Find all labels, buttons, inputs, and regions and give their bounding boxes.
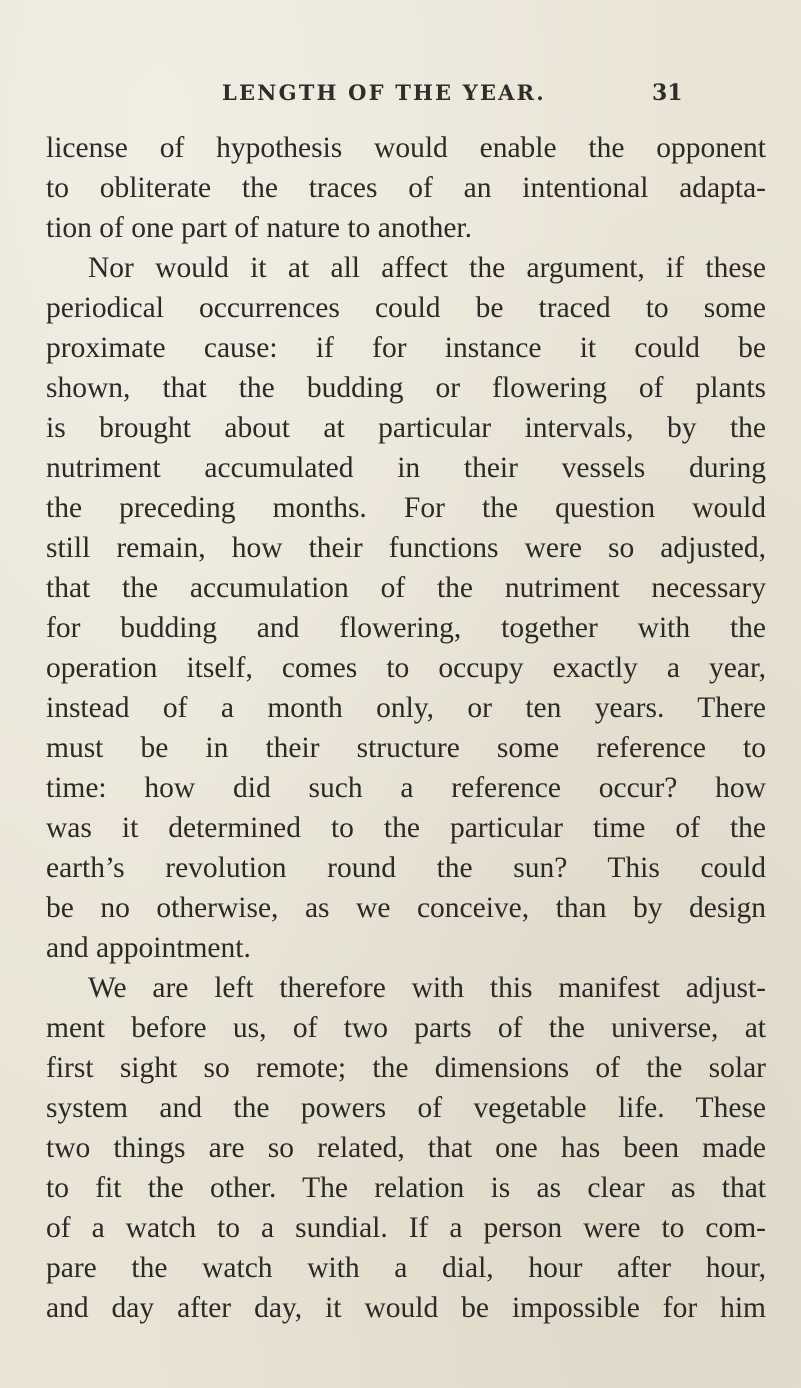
text-line: be no otherwise, as we conceive, than by design bbox=[46, 892, 766, 924]
text-line: is brought about at particular intervals, by the bbox=[46, 412, 766, 444]
text-line: tion of one part of nature to another. bbox=[46, 212, 472, 244]
text-line: system and the powers of vegetable life. These bbox=[46, 1092, 766, 1124]
page-number: 31 bbox=[652, 80, 683, 106]
text-line: shown, that the budding or flowering of plants bbox=[46, 372, 766, 404]
text-line: license of hypothesis would enable the opponent bbox=[46, 132, 766, 164]
text-line: of a watch to a sundial. If a person were to com- bbox=[46, 1212, 766, 1244]
text-line: operation itself, comes to occupy exactly a year, bbox=[46, 652, 766, 684]
text-line: must be in their structure some reference to bbox=[46, 732, 766, 764]
text-line: to fit the other. The relation is as clear as that bbox=[46, 1172, 766, 1204]
text-line: two things are so related, that one has been made bbox=[46, 1132, 766, 1164]
paragraph-start-line: We are left therefore with this manifest adjust- bbox=[88, 972, 766, 1004]
text-line: and appointment. bbox=[46, 932, 251, 964]
text-line: pare the watch with a dial, hour after hour, bbox=[46, 1252, 766, 1284]
running-title: LENGTH OF THE YEAR. bbox=[222, 80, 546, 105]
text-line: instead of a month only, or ten years. There bbox=[46, 692, 766, 724]
text-line: was it determined to the particular time of the bbox=[46, 812, 766, 844]
text-line: ment before us, of two parts of the universe, at bbox=[46, 1012, 766, 1044]
text-line: for budding and flowering, together with the bbox=[46, 612, 766, 644]
text-line: nutriment accumulated in their vessels during bbox=[46, 452, 766, 484]
text-line: proximate cause: if for instance it could be bbox=[46, 332, 766, 364]
text-line: to obliterate the traces of an intentional adapta- bbox=[46, 172, 766, 204]
text-line: first sight so remote; the dimensions of the solar bbox=[46, 1052, 766, 1084]
text-line: earth’s revolution round the sun? This could bbox=[46, 852, 766, 884]
text-line: still remain, how their functions were so adjusted, bbox=[46, 532, 766, 564]
text-line: and day after day, it would be impossible for him bbox=[46, 1292, 766, 1324]
text-line: periodical occurrences could be traced to some bbox=[46, 292, 766, 324]
body-text bbox=[46, 128, 766, 1328]
text-line: that the accumulation of the nutriment necessary bbox=[46, 572, 766, 604]
running-head bbox=[0, 80, 801, 120]
text-line: time: how did such a reference occur? how bbox=[46, 772, 766, 804]
text-line: the preceding months. For the question would bbox=[46, 492, 766, 524]
paragraph-start-line: Nor would it at all affect the argument, if these bbox=[88, 252, 766, 284]
